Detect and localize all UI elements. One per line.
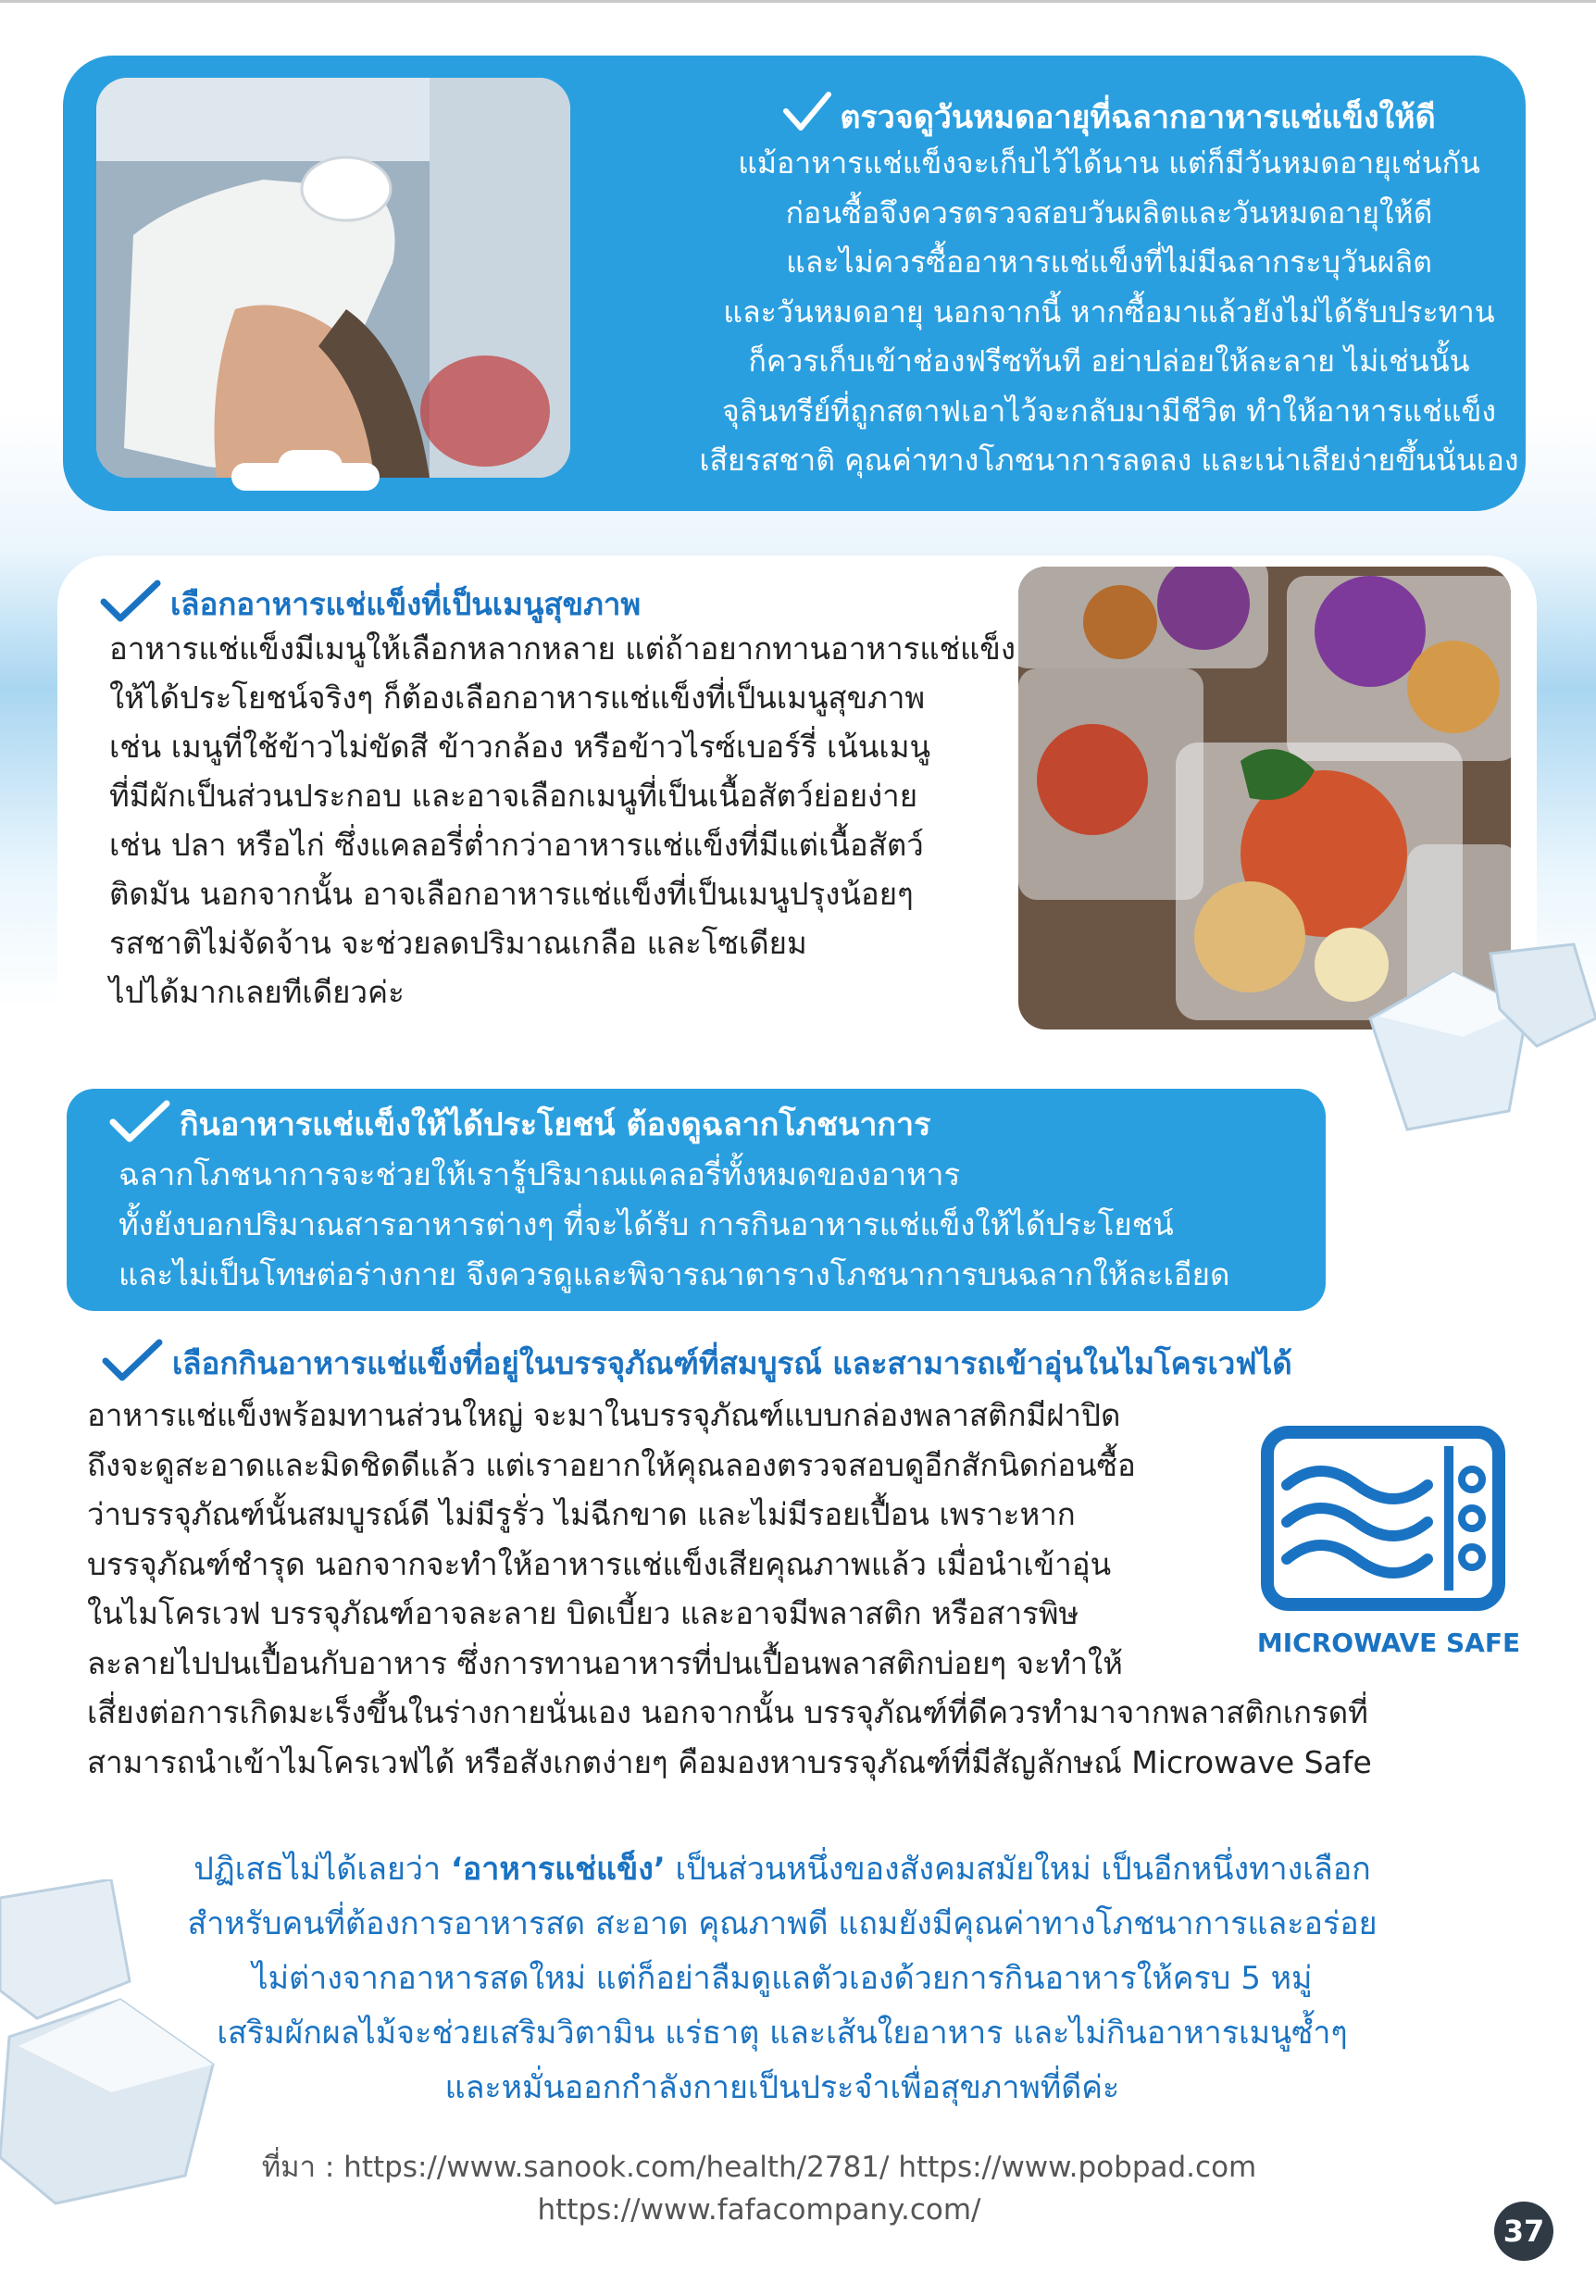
ice-cube-decoration bbox=[1352, 935, 1596, 1139]
conclusion-line: ไม่ต่างจากอาหารสดใหม่ แต่ก็อย่าลืมดูแลตัวเองด้วยการกินอาหารให้ครบ 5 หมู่ bbox=[252, 1960, 1313, 1997]
source-line: https://www.fafacompany.com/ bbox=[537, 2193, 981, 2227]
section2-line: อาหารแช่แข็งมีเมนูให้เลือกหลากหลาย แต่ถ้าอยากทานอาหารแช่แข็ง bbox=[109, 630, 1016, 667]
conclusion-line: สำหรับคนที่ต้องการอาหารสด สะอาด คุณภาพดี แถมยังมีคุณค่าทางโภชนาการและอร่อย bbox=[187, 1905, 1378, 1942]
microwave-safe-label: MICROWAVE SAFE bbox=[1256, 1628, 1521, 1658]
section2-body bbox=[109, 624, 1054, 1017]
section2-line: ให้ได้ประโยชน์จริงๆ ก็ต้องเลือกอาหารแช่แข็งที่เป็นเมนูสุขภาพ bbox=[109, 680, 926, 716]
checkmark-icon bbox=[98, 578, 163, 624]
section2-line: ที่มีผักเป็นส่วนประกอบ และอาจเลือกเมนูที่เป็นเนื้อสัตว์ย่อยง่าย bbox=[109, 778, 918, 814]
conclusion-emphasis: ‘อาหารแช่แข็ง’ bbox=[450, 1851, 666, 1888]
conclusion-line: เสริมผักผลไม้จะช่วยเสริมวิตามิน แร่ธาตุ และเส้นใยอาหาร และไม่กินอาหารเมนูซ้ำๆ bbox=[217, 2015, 1348, 2052]
section2-line: ไปได้มากเลยทีเดียวค่ะ bbox=[109, 974, 405, 1010]
source-line: ที่มา : https://www.sanook.com/health/2781/ https://www.pobpad.com bbox=[261, 2151, 1257, 2184]
checkmark-icon bbox=[107, 1098, 172, 1144]
section2-title bbox=[98, 578, 641, 629]
section1-line: และวันหมดอายุ นอกจากนี้ หากซื้อมาแล้วยังไม่ได้รับประทาน bbox=[723, 293, 1495, 330]
section1-line: จุลินทรีย์ที่ถูกสตาฟเอาไว้จะกลับมามีชีวิต ทำให้อาหารแช่แข็ง bbox=[722, 393, 1496, 429]
section4-line: ในไมโครเวฟ บรรจุภัณฑ์อาจละลาย บิดเบี้ยว และอาจมีพลาสติก หรือสารพิษ bbox=[87, 1595, 1079, 1631]
section3-body bbox=[118, 1150, 1303, 1300]
milk-bottle-illustration bbox=[96, 78, 570, 478]
section4-line: ละลายไปปนเปื้อนกับอาหาร ซึ่งการทานอาหารที่ปนเปื้อนพลาสติกบ่อยๆ จะทำให้ bbox=[87, 1644, 1123, 1681]
section1-line: แม้อาหารแช่แข็งจะเก็บไว้ได้นาน แต่ก็มีวันหมดอายุเช่นกัน bbox=[738, 145, 1480, 181]
section3-title-text: กินอาหารแช่แข็งให้ได้ประโยชน์ ต้องดูฉลากโภชนาการ bbox=[180, 1106, 931, 1143]
section4-line: สามารถนำเข้าไมโครเวฟได้ หรือสังเกตง่ายๆ คือมองหาบรรจุภัณฑ์ที่มีสัญลักษณ์ Microwave Safe bbox=[87, 1743, 1372, 1780]
section2-line: เช่น ปลา หรือไก่ ซึ่งแคลอรี่ต่ำกว่าอาหารแช่แข็งที่มีแต่เนื้อสัตว์ bbox=[109, 827, 924, 863]
section4-line: อาหารแช่แข็งพร้อมทานส่วนใหญ่ จะมาในบรรจุภัณฑ์แบบกล่องพลาสติกมีฝาปิด bbox=[87, 1397, 1121, 1433]
section1-body bbox=[665, 139, 1553, 486]
conclusion-line1-pre: ปฏิเสธไม่ได้เลยว่า bbox=[193, 1851, 451, 1888]
section4-title-text: เลือกกินอาหารแช่แข็งที่อยู่ในบรรจุภัณฑ์ที่สมบูรณ์ และสามารถเข้าอุ่นในไมโครเวฟได้ bbox=[172, 1345, 1292, 1381]
microwave-safe-icon bbox=[1261, 1426, 1505, 1611]
section4-line: บรรจุภัณฑ์ชำรุด นอกจากจะทำให้อาหารแช่แข็งเสียคุณภาพแล้ว เมื่อนำเข้าอุ่น bbox=[87, 1545, 1112, 1582]
section3-line: ฉลากโภชนาการจะช่วยให้เรารู้ปริมาณแคลอรี่ทั้งหมดของอาหาร bbox=[118, 1156, 961, 1192]
section2-line: รสชาติไม่จัดจ้าน จะช่วยลดปริมาณเกลือ และโซเดียม bbox=[109, 925, 807, 961]
section1-line: ก่อนซื้อจึงควรตรวจสอบวันผลิตและวันหมดอายุให้ดี bbox=[785, 194, 1433, 231]
section4-line: เสี่ยงต่อการเกิดมะเร็งขึ้นในร่างกายนั่นเอง นอกจากนั้น บรรจุภัณฑ์ที่ดีควรทำมาจากพลาสติกเกรดที่ bbox=[87, 1694, 1368, 1730]
page-top-border bbox=[0, 0, 1596, 3]
section3-line: ทั้งยังบอกปริมาณสารอาหารต่างๆ ที่จะได้รับ การกินอาหารแช่แข็งให้ได้ประโยชน์ bbox=[118, 1206, 1174, 1242]
checkmark-icon bbox=[782, 91, 832, 133]
checkmark-icon bbox=[100, 1337, 165, 1383]
section3-title bbox=[107, 1098, 930, 1149]
section1-line: ก็ควรเก็บเข้าช่องฟรีซทันที อย่าปล่อยให้ละลาย ไม่เช่นนั้น bbox=[748, 343, 1470, 379]
cloud-decoration bbox=[278, 450, 343, 483]
section1-line: เสียรสชาติ คุณค่าทางโภชนาการลดลง และเน่าเสียง่ายขึ้นนั่นเอง bbox=[699, 443, 1519, 478]
section4-title bbox=[100, 1337, 1292, 1388]
section2-title-text: เลือกอาหารแช่แข็งที่เป็นเมนูสุขภาพ bbox=[170, 586, 642, 622]
section4-line: ว่าบรรจุภัณฑ์นั้นสมบูรณ์ดี ไม่มีรูรั่ว ไม่ฉีกขาด และไม่มีรอยเปื้อน เพราะหาก bbox=[87, 1496, 1076, 1532]
source-references bbox=[231, 2146, 1287, 2231]
page-number: 37 bbox=[1494, 2202, 1553, 2261]
section2-line: เช่น เมนูที่ใช้ข้าวไม่ขัดสี ข้าวกล้อง หรือข้าวไรซ์เบอร์รี่ เน้นเมนู bbox=[109, 729, 931, 765]
microwave-waves-icon bbox=[1274, 1439, 1492, 1598]
milk-bottle-photo bbox=[96, 78, 570, 478]
section1-line: และไม่ควรซื้ออาหารแช่แข็งที่ไม่มีฉลากระบุวันผลิต bbox=[786, 244, 1432, 280]
conclusion-line bbox=[148, 1842, 1416, 1897]
section2-line: ติดมัน นอกจากนั้น อาจเลือกอาหารแช่แข็งที่เป็นเมนูปรุงน้อยๆ bbox=[109, 876, 914, 912]
conclusion-line: และหมั่นออกกำลังกายเป็นประจำเพื่อสุขภาพที่ดีค่ะ bbox=[444, 2069, 1120, 2106]
section3-line: และไม่เป็นโทษต่อร่างกาย จึงควรดูและพิจารณาตารางโภชนาการบนฉลากให้ละเอียด bbox=[118, 1256, 1230, 1292]
section3-card bbox=[67, 1089, 1326, 1311]
conclusion-text bbox=[148, 1842, 1416, 2115]
section1-title-text: ตรวจดูวันหมดอายุที่ฉลากอาหารแช่แข็งให้ดี bbox=[840, 99, 1436, 136]
section4-line: ถึงจะดูสะอาดและมิดชิดดีแล้ว แต่เราอยากให้คุณลองตรวจสอบดูอีกสักนิดก่อนซื้อ bbox=[87, 1446, 1136, 1483]
cloud-decoration bbox=[1074, 1055, 1185, 1092]
conclusion-line1-post: เป็นส่วนหนึ่งของสังคมสมัยใหม่ เป็นอีกหนึ่งทางเลือก bbox=[665, 1851, 1371, 1888]
section1-title bbox=[665, 91, 1553, 142]
